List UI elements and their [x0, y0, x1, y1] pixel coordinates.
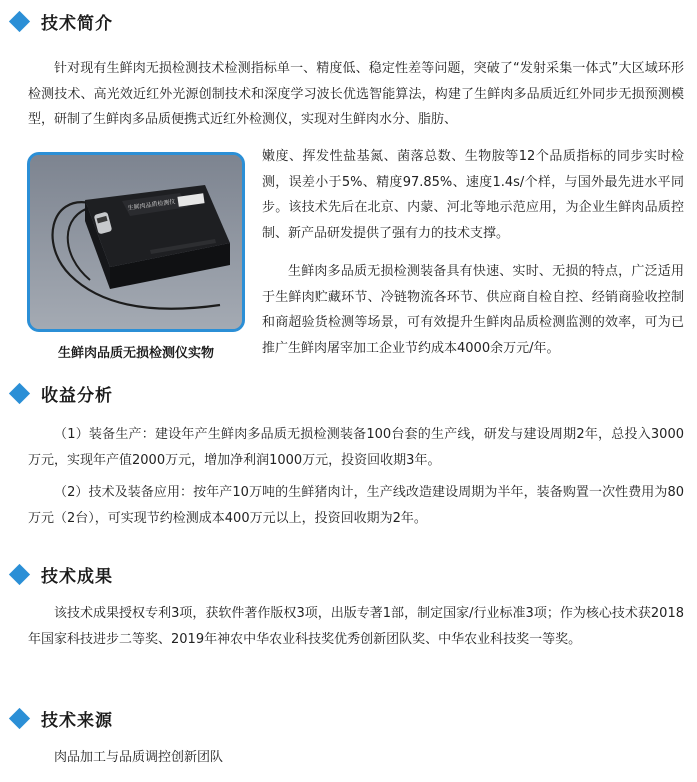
achievement-paragraph: 该技术成果授权专利3项，获软件著作版权3项，出版专著1部，制定国家/行业标准3项；作为核心技术获2018年国家科技进步二等奖、2019年神农中华农业科技奖优秀创新团队奖、中华农业科技奖一等奖。: [28, 606, 684, 647]
source-paragraph: 肉品加工与品质调控创新团队: [54, 750, 224, 765]
diamond-bullet-icon: [9, 10, 30, 31]
device-label-text: 生鲜肉品质检测仪: [127, 198, 176, 212]
device-photo: [27, 152, 245, 332]
photo-caption: 生鲜肉品质无损检测仪实物: [57, 346, 214, 361]
intro-paragraph-1: 针对现有生鲜肉无损检测技术检测指标单一、精度低、稳定性差等问题，突破了“发射采集一体式”大区域环形检测技术、高光效近红外光源创制技术和深度学习波长优选智能算法，构建了生鲜肉多品质近红外同步无损预测模型，研制了生鲜肉多品质便携式近红外检测仪，实现对生鲜肉水分、脂肪、: [28, 61, 684, 127]
section-header-intro: [8, 6, 113, 36]
diamond-bullet-icon: [9, 563, 30, 584]
benefit-paragraph-1: （1）装备生产：建设年产生鲜肉多品质无损检测装备100台套的生产线，研发与建设周期2年，总投入3000万元，实现年产值2000万元，增加净利润1000万元，投资回收期3年。: [28, 427, 684, 468]
intro-paragraph-2: 生鲜肉多品质无损检测装备具有快速、实时、无损的特点，广泛适用于生鲜肉贮藏环节、冷链物流各环节、供应商自检自控、经销商验收控制和商超验货检测等场景，可有效提升生鲜肉品质检测监测的效率，可为已推广生鲜肉屠宰加工企业节约成本4000余万元/年。: [262, 264, 684, 356]
diamond-bullet-icon: [9, 382, 30, 403]
section-header-source: [8, 703, 113, 733]
device-illustration: [30, 155, 242, 329]
diamond-bullet-icon: [9, 707, 30, 728]
section-title-source: 技术来源: [41, 710, 113, 731]
section-header-benefit: [8, 378, 113, 408]
section-title-achievement: 技术成果: [41, 566, 113, 587]
section-title-intro: 技术简介: [41, 13, 113, 34]
intro-paragraph-1-continued: 嫩度、挥发性盐基氮、菌落总数、生物胺等12个品质指标的同步实时检测，误差小于5%、精度97.85%、速度1.4s/个样，与国外最先进水平同步。该技术先后在北京、内蒙、河北等地示范应用，为企业生鲜肉品质控制、新产品研发提供了强有力的技术支撑。: [262, 149, 684, 241]
section-header-achievement: [8, 559, 113, 589]
benefit-paragraph-2: （2）技术及装备应用：按年产10万吨的生鲜猪肉计，生产线改造建设周期为半年，装备购置一次性费用为80万元（2台），可实现节约检测成本400万元以上，投资回收期为2年。: [28, 485, 684, 526]
section-title-benefit: 收益分析: [41, 385, 113, 406]
